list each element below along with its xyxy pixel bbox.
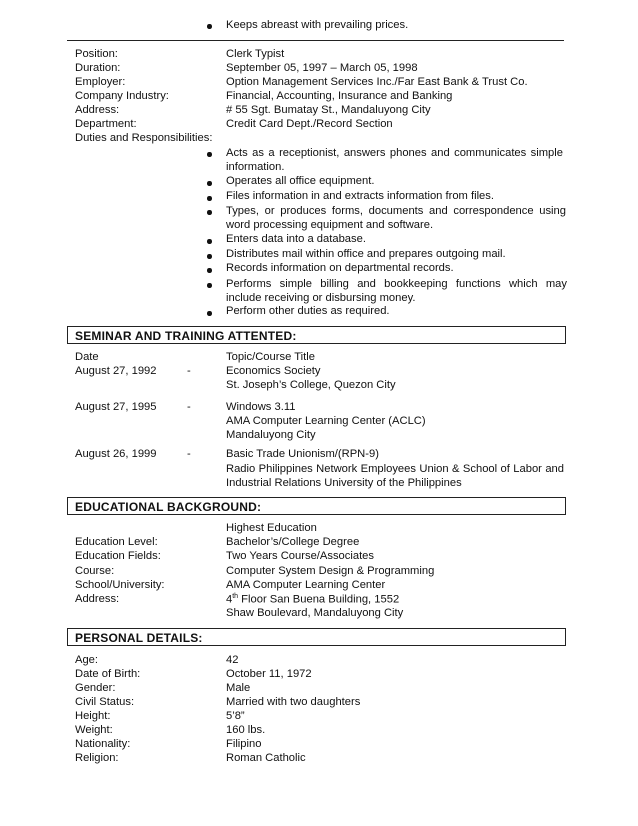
civil-status-label: Civil Status:: [75, 696, 135, 708]
topic-column-header: Topic/Course Title: [226, 351, 315, 363]
position-label: Position:: [75, 48, 118, 60]
school-address-value: [226, 593, 399, 606]
seminar-detail: Radio Philippines Network Employees Union & School of Labor and Industrial Relations University of the Philippines: [226, 463, 564, 490]
personal-section-header: [67, 628, 566, 646]
age-value: 42: [226, 654, 239, 666]
seminar-date: August 26, 1999: [75, 448, 157, 460]
section-divider: [67, 40, 564, 41]
seminar-section-header: [67, 326, 566, 344]
education-heading: EDUCATIONAL BACKGROUND:: [75, 500, 262, 514]
industry-label: Company Industry:: [75, 90, 169, 102]
address-ordinal: th: [232, 593, 239, 600]
duty-item: Records information on departmental records.: [226, 262, 454, 274]
education-section-header: [67, 497, 566, 515]
seminar-detail-line2: Mandaluyong City: [226, 429, 316, 441]
weight-value: 160 lbs.: [226, 724, 266, 736]
seminar-date: August 27, 1995: [75, 401, 157, 413]
bullet-icon: [207, 24, 212, 29]
weight-label: Weight:: [75, 724, 113, 736]
height-label: Height:: [75, 710, 111, 722]
religion-value: Roman Catholic: [226, 752, 306, 764]
nationality-value: Filipino: [226, 738, 262, 750]
duty-item: Types, or produces forms, documents and correspondence using word processing equipment and software.: [226, 205, 566, 232]
school-address-line2: Shaw Boulevard, Mandaluyong City: [226, 607, 404, 619]
civil-status-value: Married with two daughters: [226, 696, 361, 708]
bullet-icon: [207, 196, 212, 201]
seminar-title: Economics Society: [226, 365, 321, 377]
dob-value: October 11, 1972: [226, 668, 312, 680]
employer-label: Employer:: [75, 76, 126, 88]
position-value: Clerk Typist: [226, 48, 285, 60]
seminar-title: Basic Trade Unionism/(RPN-9): [226, 448, 379, 460]
bullet-icon: [207, 210, 212, 215]
address-number: 4: [226, 593, 233, 606]
school-address-label: Address:: [75, 593, 120, 605]
bullet-icon: [207, 268, 212, 273]
dob-label: Date of Birth:: [75, 668, 141, 680]
address-label: Address:: [75, 104, 120, 116]
duration-value: September 05, 1997 – March 05, 1998: [226, 62, 418, 74]
education-fields-value: Two Years Course/Associates: [226, 550, 374, 562]
seminar-dash: -: [187, 448, 191, 460]
seminar-date: August 27, 1992: [75, 365, 157, 377]
address-rest: Floor San Buena Building, 1552: [238, 593, 400, 606]
bullet-icon: [207, 311, 212, 316]
height-value: 5’8”: [226, 710, 245, 722]
education-top-value: Highest Education: [226, 522, 317, 534]
employer-value: Option Management Services Inc./Far East Bank & Trust Co.: [226, 76, 528, 88]
course-value: Computer System Design & Programming: [226, 565, 435, 577]
bullet-icon: [207, 283, 212, 288]
seminar-dash: -: [187, 365, 191, 377]
department-value: Credit Card Dept./Record Section: [226, 118, 393, 130]
duty-item: Performs simple billing and bookkeeping functions which may include receiving or disbursing money.: [226, 278, 567, 305]
seminar-detail: St. Joseph’s College, Quezon City: [226, 379, 396, 391]
department-label: Department:: [75, 118, 137, 130]
duty-item: Enters data into a database.: [226, 233, 366, 245]
religion-label: Religion:: [75, 752, 119, 764]
education-level-label: Education Level:: [75, 536, 158, 548]
bullet-icon: [207, 152, 212, 157]
school-value: AMA Computer Learning Center: [226, 579, 386, 591]
gender-label: Gender:: [75, 682, 116, 694]
personal-heading: PERSONAL DETAILS:: [75, 631, 203, 645]
duty-item: Perform other duties as required.: [226, 305, 390, 317]
education-fields-label: Education Fields:: [75, 550, 161, 562]
duration-label: Duration:: [75, 62, 121, 74]
duty-item: Operates all office equipment.: [226, 175, 375, 187]
duties-label: Duties and Responsibilities:: [75, 132, 213, 144]
age-label: Age:: [75, 654, 99, 666]
prev-duty-item: Keeps abreast with prevailing prices.: [226, 19, 409, 31]
bullet-icon: [207, 254, 212, 259]
duty-item: Distributes mail within office and prepares outgoing mail.: [226, 248, 506, 260]
seminar-detail: AMA Computer Learning Center (ACLC): [226, 415, 426, 427]
education-level-value: Bachelor’s/College Degree: [226, 536, 360, 548]
bullet-icon: [207, 181, 212, 186]
seminar-heading: SEMINAR AND TRAINING ATTENTED:: [75, 329, 297, 343]
seminar-dash: -: [187, 401, 191, 413]
nationality-label: Nationality:: [75, 738, 131, 750]
duty-item: Acts as a receptionist, answers phones and communicates simple information.: [226, 147, 563, 174]
address-value: # 55 Sgt. Bumatay St., Mandaluyong City: [226, 104, 431, 116]
bullet-icon: [207, 239, 212, 244]
seminar-title: Windows 3.11: [226, 401, 296, 413]
gender-value: Male: [226, 682, 251, 694]
school-label: School/University:: [75, 579, 165, 591]
date-column-header: Date: [75, 351, 99, 363]
course-label: Course:: [75, 565, 115, 577]
industry-value: Financial, Accounting, Insurance and Banking: [226, 90, 453, 102]
duty-item: Files information in and extracts information from files.: [226, 190, 494, 202]
